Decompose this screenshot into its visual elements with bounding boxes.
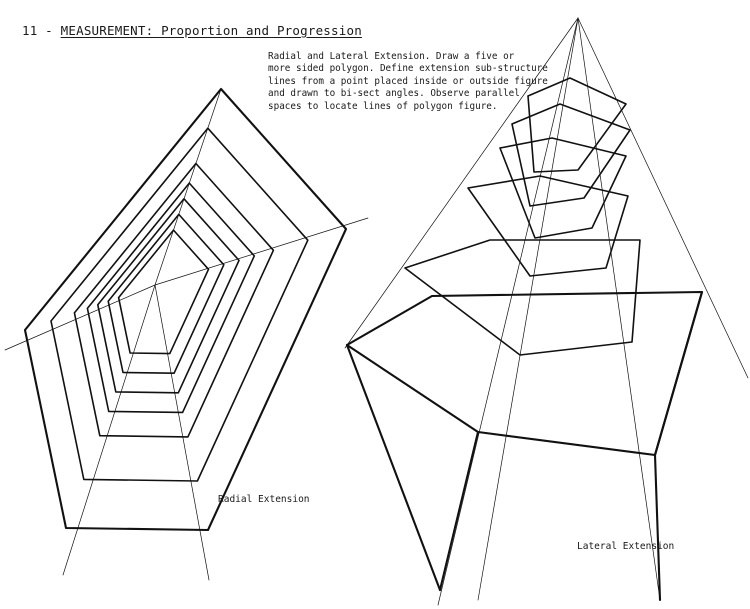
radial-spoke-line xyxy=(155,285,209,580)
page-title: MEASUREMENT: Proportion and Progression xyxy=(60,23,362,38)
lateral-section-outline xyxy=(347,292,702,455)
page-number: 11 xyxy=(22,23,38,38)
lateral-edge-line xyxy=(347,345,440,590)
radial-extension-figure xyxy=(5,89,368,580)
lateral-edge-line xyxy=(655,455,660,600)
radial-spoke-line xyxy=(155,89,221,285)
radial-spoke-line xyxy=(63,285,155,575)
lateral-convergence-line xyxy=(345,18,578,348)
radial-extension-caption: Radial Extension xyxy=(218,494,310,505)
lateral-extension-caption: Lateral Extension xyxy=(577,541,675,552)
header-separator: - xyxy=(37,23,61,38)
lateral-section-outline xyxy=(405,240,640,355)
lateral-edge-line xyxy=(655,292,702,455)
radial-polygon-outline xyxy=(119,230,209,354)
radial-polygon-outline xyxy=(74,164,273,437)
lateral-extension-figure xyxy=(345,18,748,605)
lateral-edge-line xyxy=(440,432,478,590)
instructions-text: Radial and Lateral Extension. Draw a five or more sided polygon. Define extension sub-structure lines from a point placed inside or outside figure and drawn to bi-sect angles. Observe parallel spaces to locate lines of polygon figure. xyxy=(268,51,548,112)
